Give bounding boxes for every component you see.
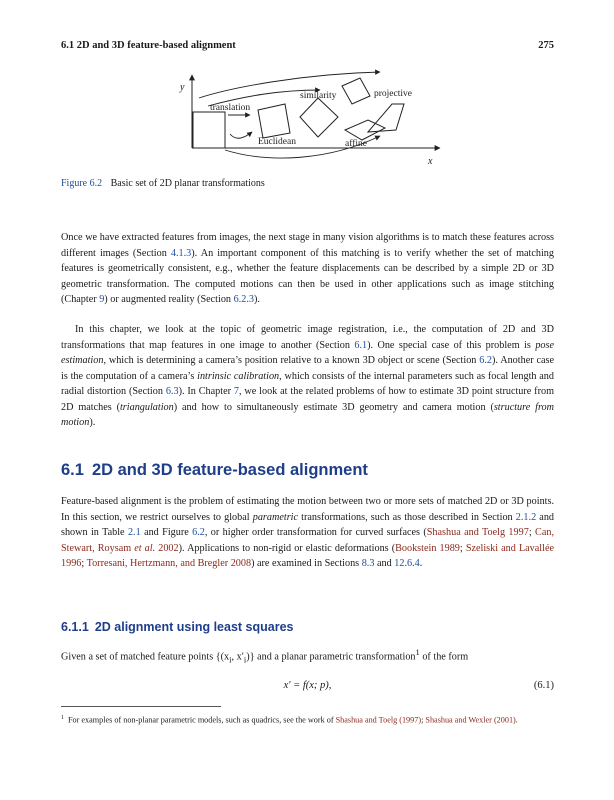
label-translation: translation	[210, 103, 251, 113]
table-link[interactable]: 2.1	[127, 527, 141, 538]
text-span: , we look at the related problems of how to estimate 3D point structure from 2D matches (	[61, 386, 554, 413]
text-span: For examples of non-planar parametric models, such as quadrics, see the work of	[68, 715, 336, 725]
figure-link[interactable]: 6.2	[192, 527, 205, 538]
affine-parallelogram	[345, 120, 385, 140]
original-square	[193, 112, 225, 148]
page-number: 275	[538, 40, 554, 51]
figure-2d-transformations	[0, 60, 614, 190]
section-number: 6.1	[61, 461, 84, 479]
emphasis-term: structure from motion	[61, 401, 554, 428]
text-span: transformations, such as those described in Section	[298, 511, 516, 523]
equation-number: (6.1)	[533, 680, 554, 691]
text-span: Feature-based alignment is the problem of estimating the motion between two or more sets of matched 2D or 3D points. In this section, we restrict ourselves to global	[61, 496, 554, 523]
arrow-translation	[199, 72, 380, 98]
running-head-title: 6.1 2D and 3D feature-based alignment	[61, 40, 236, 51]
text-span: ).	[89, 417, 96, 428]
similarity-shape	[300, 98, 338, 137]
figure-caption	[61, 178, 265, 189]
text-span: ) and how to simultaneously estimate 3D geometry and camera motion (	[173, 401, 494, 413]
text-span: ). Applications to non-rigid or elastic deformations (	[178, 542, 396, 554]
affine-shape	[342, 78, 370, 104]
text-span: , which consists of the internal parameters such as focal length and radial distortion (Section	[61, 370, 554, 397]
citation-link[interactable]: Shashua and Wexler (2001)	[425, 715, 516, 725]
text-span: ). In Chapter	[178, 386, 234, 397]
caption-text: Basic set of 2D planar transformations	[110, 178, 265, 189]
text-span: ). An important component of this matching is to verify whether the set of matching features is geometrically consistent, e.g., whether the feature displacements can be described by a simple 2D or 3D geometric transformation. The computed motions can then be used in other applications such as image stitching (Chapter	[61, 247, 554, 305]
text-span: ;	[528, 527, 536, 538]
section-link[interactable]: 12.6.4	[394, 558, 420, 569]
text-span: ).	[253, 294, 260, 305]
text-span: .	[515, 715, 518, 725]
paragraph-feature-alignment	[61, 494, 554, 572]
section-link[interactable]: 6.3	[165, 386, 179, 397]
text-span: In this chapter, we look at the topic of geometric image registration, i.e., the computation of 2D and 3D transformations that map features in one image to another (Section	[61, 324, 554, 351]
equation-6-1	[61, 680, 554, 696]
text-span: , which is determining a camera’s position relative to a known 3D object or scene (Section	[103, 355, 480, 366]
text-span: , or higher order transformation for curved surfaces (	[204, 527, 427, 538]
text-span: ;	[81, 558, 87, 569]
section-link[interactable]: 2.1.2	[515, 511, 537, 523]
footnote-mark: 1	[61, 715, 64, 721]
section-link[interactable]: 8.3	[361, 558, 375, 569]
section-heading	[61, 461, 368, 480]
label-projective: projective	[374, 89, 412, 99]
subsection-number: 6.1.1	[61, 620, 89, 634]
citation-year: 2002	[155, 542, 179, 554]
x-axis-label: x	[428, 156, 433, 167]
emphasis-term: parametric	[252, 511, 299, 523]
subscript: i	[243, 654, 247, 665]
text-span: ;	[459, 542, 466, 554]
euclidean-shape	[258, 104, 290, 138]
label-similarity: similarity	[300, 91, 337, 101]
citation-etal: et al.	[134, 542, 156, 554]
text-span: , x′	[231, 651, 244, 663]
citation-link[interactable]: Torresani, Hertzmann, and Bregler 2008	[86, 558, 252, 569]
footnote	[61, 712, 554, 727]
paragraph-chapter-overview	[61, 322, 554, 431]
text-span: .	[419, 558, 423, 569]
section-title: 2D and 3D feature-based alignment	[91, 461, 368, 479]
paragraph-intro	[61, 230, 554, 308]
caption-number: Figure 6.2	[61, 178, 103, 189]
text-span: ). Another case is the computation of a camera’s	[61, 355, 554, 382]
section-link[interactable]: 6.2	[479, 355, 492, 366]
subsection-title: 2D alignment using least squares	[94, 620, 294, 634]
text-span: of the form	[419, 651, 469, 663]
section-link[interactable]: 6.1	[354, 339, 368, 351]
text-span: ). One special case of this problem is	[367, 339, 536, 351]
text-span: ) or augmented reality (Section	[104, 294, 234, 305]
section-link[interactable]: 6.2.3	[233, 294, 254, 305]
projective-shape	[368, 104, 404, 132]
footnote-marker[interactable]: 1	[415, 647, 420, 657]
equation-body: x′ = f(x; p),	[283, 680, 332, 691]
text-span: and shown in Table	[61, 511, 555, 538]
citation-link[interactable]: Szeliski and Lavallée 1996	[61, 542, 555, 569]
y-axis-label: y	[180, 82, 185, 93]
text-span: Given a set of matched feature points {(x	[61, 651, 230, 663]
label-euclidean: Euclidean	[258, 137, 296, 147]
arrow-euclidean	[230, 132, 252, 138]
citation-authors: Can, Stewart, Roysam	[61, 527, 554, 554]
chapter-link[interactable]: 9	[99, 294, 105, 305]
citation-link[interactable]: Bookstein 1989	[395, 542, 460, 554]
text-span: ;	[421, 715, 426, 725]
text-span: Once we have extracted features from images, the next stage in many vision algorithms is to match these features across different images (Section	[61, 232, 554, 259]
chapter-link[interactable]: 7	[233, 386, 239, 397]
text-span: and Figure	[140, 527, 193, 538]
emphasis-term: intrinsic calibration	[197, 370, 280, 382]
footnote-divider	[61, 706, 221, 707]
transformations-diagram	[0, 60, 614, 180]
text-span: )} and a planar parametric transformation	[246, 651, 416, 663]
citation-link[interactable]: Shashua and Toelg 1997	[426, 527, 529, 538]
emphasis-term: triangulation	[119, 401, 174, 413]
text-span: and	[374, 558, 395, 569]
emphasis-term: pose estimation	[61, 339, 554, 366]
subscript: i	[229, 654, 232, 665]
text-span: ) are examined in Sections	[251, 558, 362, 569]
section-link[interactable]: 4.1.3	[170, 247, 192, 259]
citation-link[interactable]: Shashua and Toelg (1997)	[335, 715, 422, 725]
paragraph-least-squares	[61, 645, 554, 668]
label-affine: affine	[345, 139, 367, 149]
subsection-heading	[61, 620, 293, 634]
